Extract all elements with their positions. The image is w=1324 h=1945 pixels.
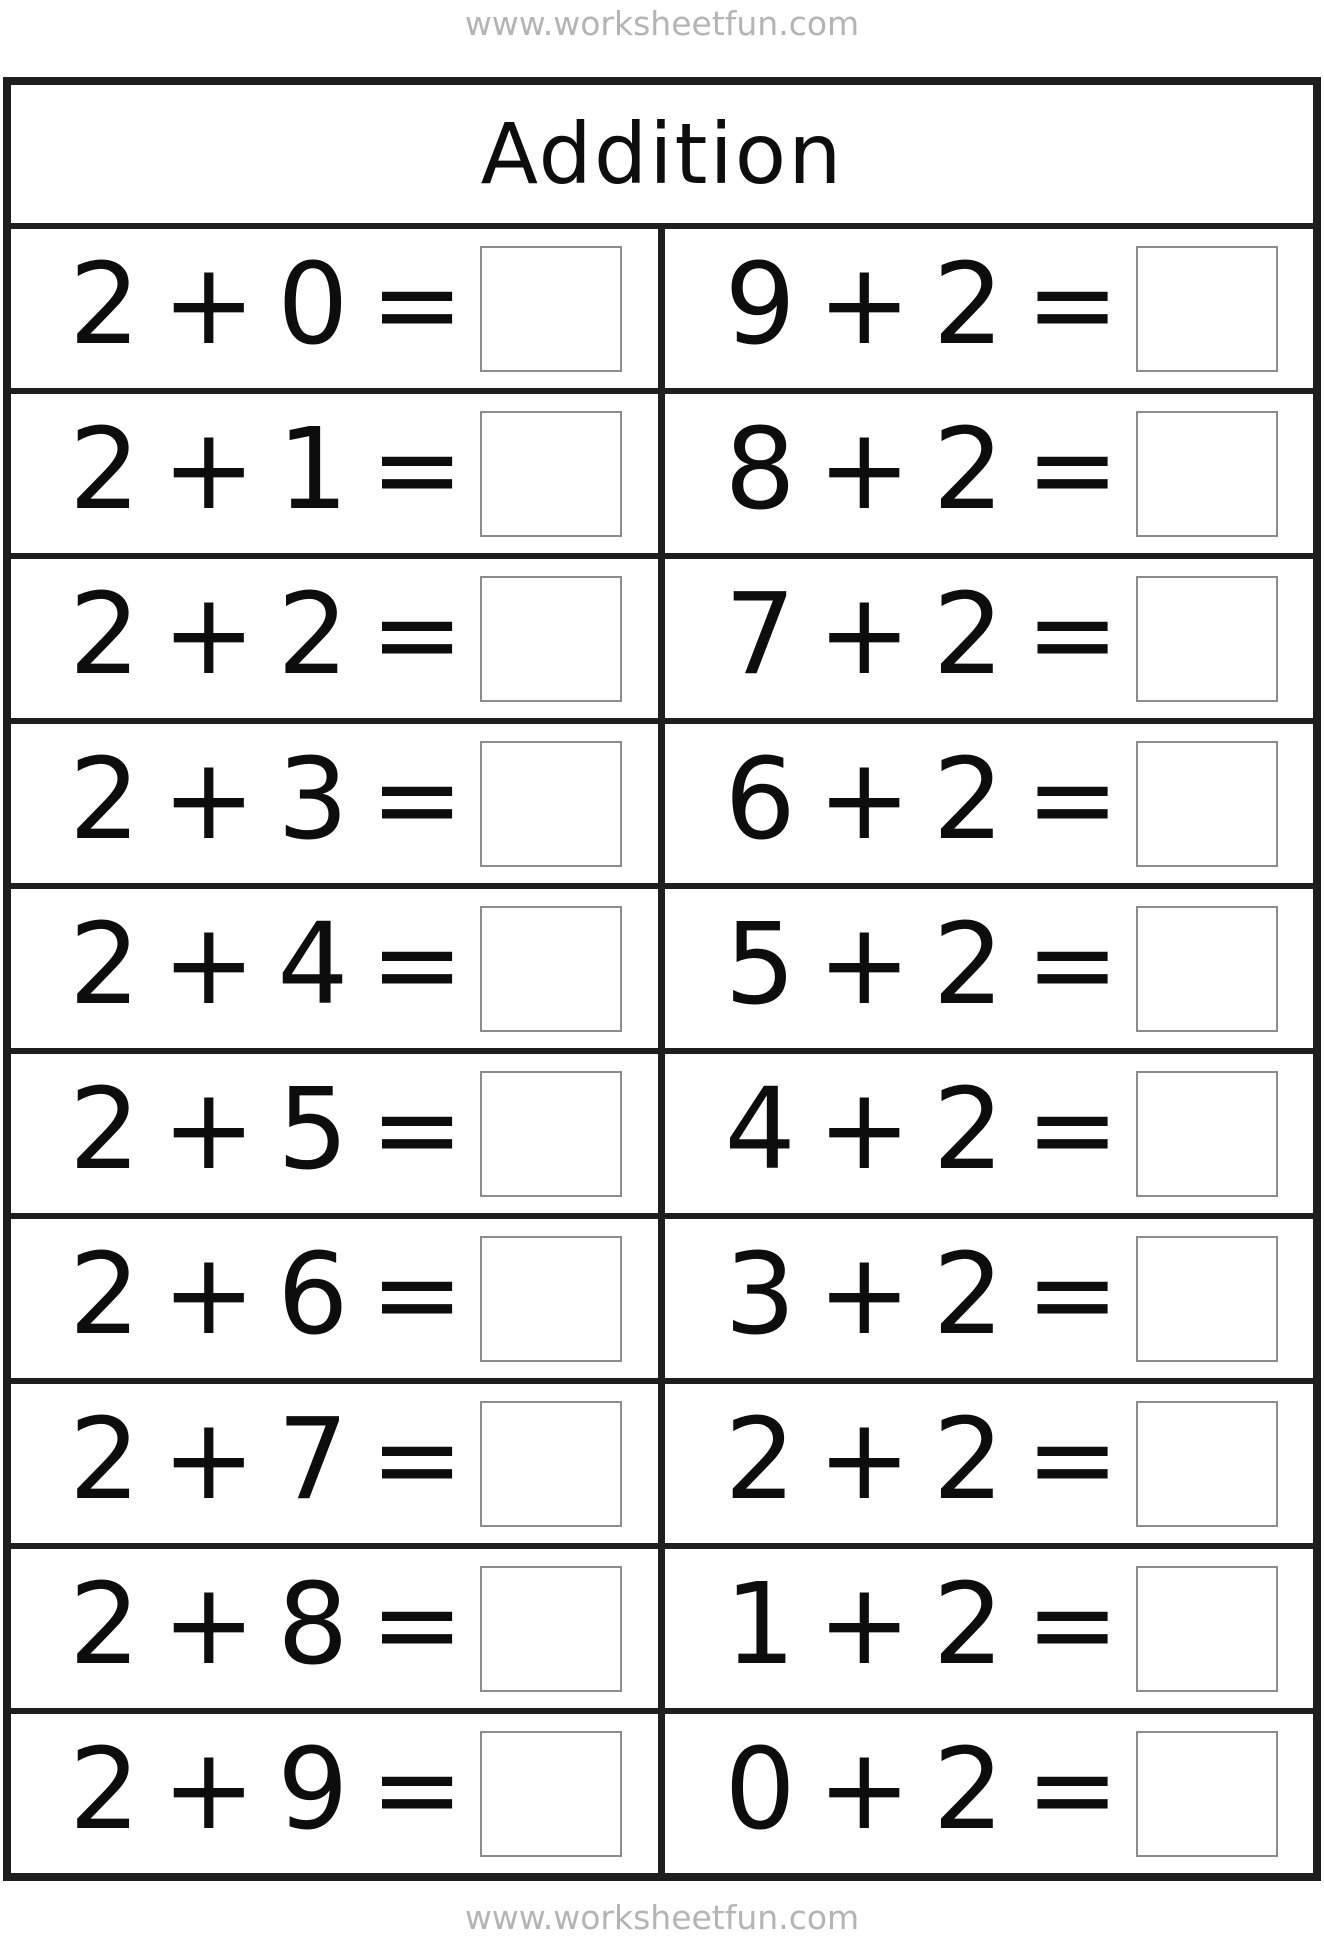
answer-box[interactable] [1136, 246, 1278, 372]
problem-cell [665, 1219, 1314, 1378]
equation-text: 3 + 2 = [724, 1229, 1120, 1360]
worksheet-table [3, 77, 1321, 1881]
equation-text: 2 + 2 = [69, 569, 465, 700]
problem-cell [11, 1714, 665, 1873]
problems-grid [11, 229, 1313, 1873]
equation-text: 2 + 3 = [69, 734, 465, 865]
watermark-top: www.worksheetfun.com [464, 4, 860, 43]
equation-text: 0 + 2 = [724, 1724, 1120, 1855]
problem-cell [11, 394, 665, 553]
problem-row [11, 1384, 1313, 1549]
equation-text: 2 + 4 = [69, 899, 465, 1030]
problem-row [11, 1714, 1313, 1873]
equation-text: 2 + 7 = [69, 1394, 465, 1525]
problem-cell [665, 559, 1314, 718]
problem-cell [11, 1219, 665, 1378]
equation-text: 2 + 6 = [69, 1229, 465, 1360]
answer-box[interactable] [480, 1071, 622, 1197]
problem-cell [665, 229, 1314, 388]
answer-box[interactable] [1136, 576, 1278, 702]
problem-cell [665, 394, 1314, 553]
problem-cell [665, 724, 1314, 883]
problem-cell [11, 229, 665, 388]
worksheet-title: Addition [11, 85, 1313, 229]
problem-cell [665, 1384, 1314, 1543]
problem-row [11, 229, 1313, 394]
equation-text: 1 + 2 = [724, 1559, 1120, 1690]
answer-box[interactable] [1136, 1731, 1278, 1857]
answer-box[interactable] [1136, 1236, 1278, 1362]
problem-cell [11, 724, 665, 883]
equation-text: 2 + 9 = [69, 1724, 465, 1855]
answer-box[interactable] [1136, 411, 1278, 537]
problem-cell [665, 1549, 1314, 1708]
problem-cell [665, 889, 1314, 1048]
problem-row [11, 1219, 1313, 1384]
problem-row [11, 889, 1313, 1054]
answer-box[interactable] [1136, 1566, 1278, 1692]
equation-text: 2 + 8 = [69, 1559, 465, 1690]
problem-cell [11, 1054, 665, 1213]
problem-cell [11, 889, 665, 1048]
problem-cell [11, 1549, 665, 1708]
equation-text: 2 + 1 = [69, 404, 465, 535]
answer-box[interactable] [480, 1731, 622, 1857]
answer-box[interactable] [480, 411, 622, 537]
problem-row [11, 724, 1313, 889]
equation-text: 8 + 2 = [724, 404, 1120, 535]
answer-box[interactable] [480, 1566, 622, 1692]
answer-box[interactable] [480, 1236, 622, 1362]
problem-row [11, 394, 1313, 559]
equation-text: 4 + 2 = [724, 1064, 1120, 1195]
answer-box[interactable] [1136, 1401, 1278, 1527]
answer-box[interactable] [1136, 1071, 1278, 1197]
answer-box[interactable] [480, 1401, 622, 1527]
answer-box[interactable] [480, 906, 622, 1032]
answer-box[interactable] [1136, 906, 1278, 1032]
answer-box[interactable] [480, 246, 622, 372]
watermark-bottom: www.worksheetfun.com [464, 1898, 860, 1937]
equation-text: 2 + 5 = [69, 1064, 465, 1195]
problem-cell [11, 559, 665, 718]
answer-box[interactable] [480, 741, 622, 867]
problem-row [11, 1549, 1313, 1714]
problem-row [11, 559, 1313, 724]
problem-cell [665, 1714, 1314, 1873]
answer-box[interactable] [1136, 741, 1278, 867]
equation-text: 2 + 0 = [69, 239, 465, 370]
problem-cell [11, 1384, 665, 1543]
equation-text: 9 + 2 = [724, 239, 1120, 370]
equation-text: 7 + 2 = [724, 569, 1120, 700]
equation-text: 6 + 2 = [724, 734, 1120, 865]
equation-text: 2 + 2 = [724, 1394, 1120, 1525]
answer-box[interactable] [480, 576, 622, 702]
equation-text: 5 + 2 = [724, 899, 1120, 1030]
problem-cell [665, 1054, 1314, 1213]
problem-row [11, 1054, 1313, 1219]
